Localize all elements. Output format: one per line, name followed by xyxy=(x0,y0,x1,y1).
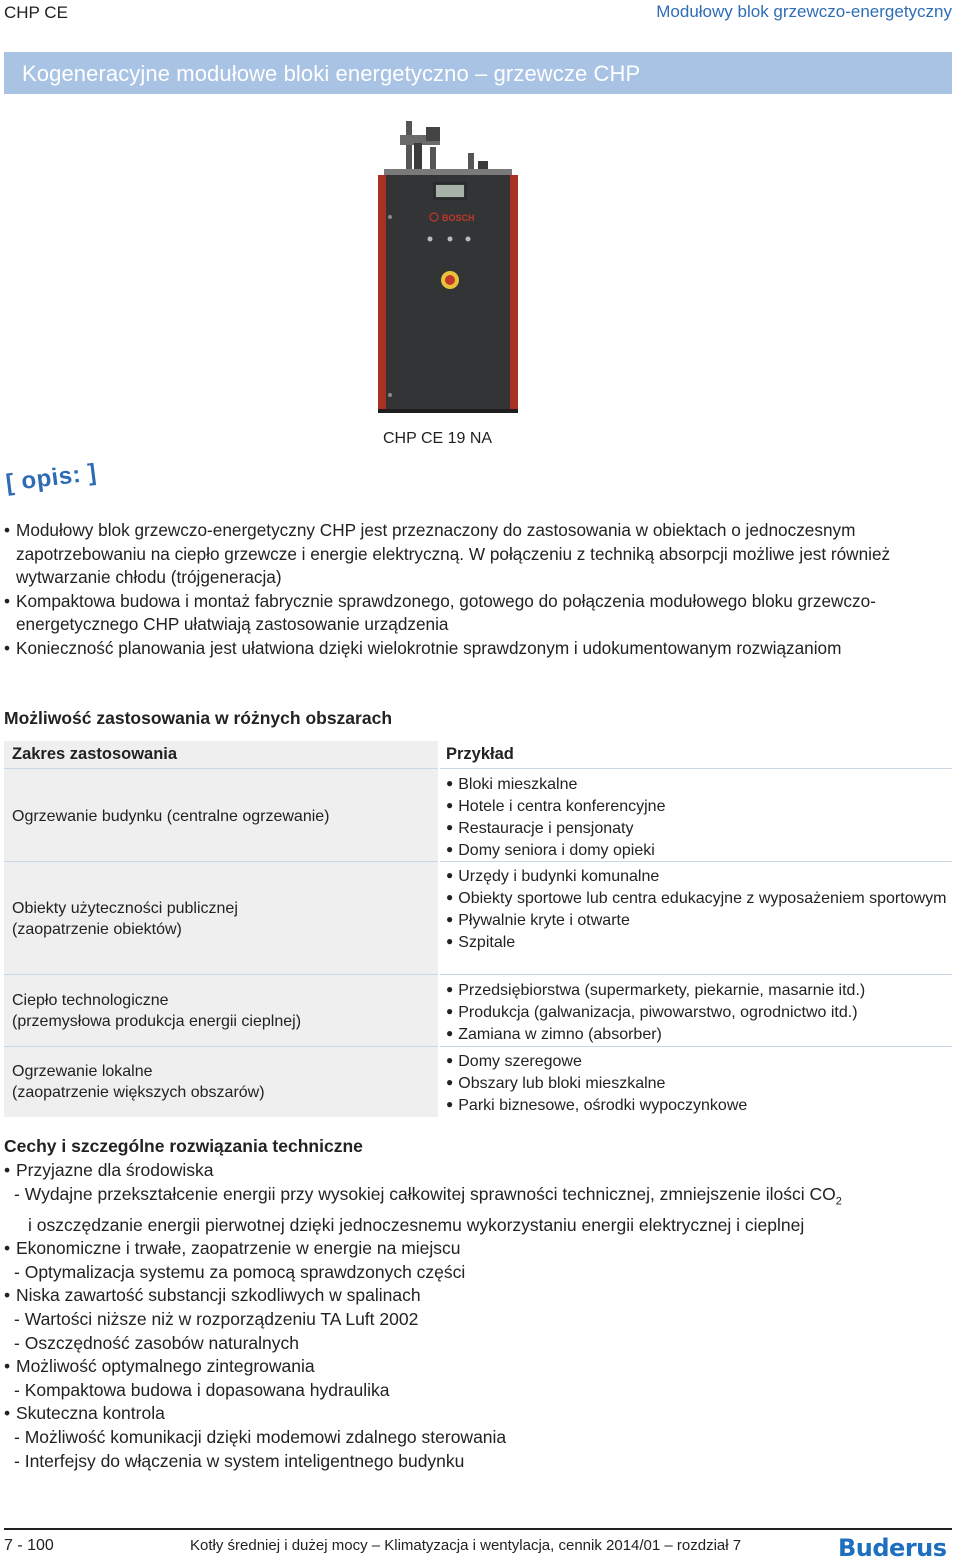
range-line: (zaopatrzenie obiektów) xyxy=(12,921,182,938)
product-caption: CHP CE 19 NA xyxy=(383,430,493,447)
buderus-logo: Buderus xyxy=(838,1534,947,1562)
row-separator xyxy=(4,861,438,862)
features-list xyxy=(4,1159,954,1473)
feature-subitem: - Interfejsy do włączenia w system inteligentnego budynku xyxy=(4,1450,954,1474)
example-item: ● Pływalnie kryte i otwarte xyxy=(446,910,952,932)
applications-title: Możliwość zastosowania w różnych obszarach xyxy=(4,708,393,728)
page-number: 7 - 100 xyxy=(4,1537,54,1554)
row-separator xyxy=(4,974,438,975)
table-row-examples xyxy=(446,774,952,862)
example-item: ● Szpitale xyxy=(446,932,952,954)
row-separator xyxy=(4,768,438,769)
table-header-example: Przykład xyxy=(446,745,514,763)
range-line: (zaopatrzenie większych obszarów) xyxy=(12,1084,265,1101)
table-row-range xyxy=(12,898,238,940)
example-item: ● Obszary lub bloki mieszkalne xyxy=(446,1073,952,1095)
feature-item: • Ekonomiczne i trwałe, zaopatrzenie w energie na miejscu xyxy=(4,1237,954,1261)
description-item: • Konieczność planowania jest ułatwiona dzięki wielokrotnie sprawdzonym i udokumentowanym rozwiązaniom xyxy=(4,637,956,661)
feature-subitem: - Możliwość komunikacji dzięki modemowi zdalnego sterowania xyxy=(4,1426,954,1450)
example-item: ● Restauracje i pensjonaty xyxy=(446,818,952,840)
range-line: Ogrzewanie lokalne xyxy=(12,1063,153,1080)
example-item: ● Domy seniora i domy opieki xyxy=(446,840,952,862)
description-list xyxy=(4,519,956,660)
row-separator xyxy=(440,768,952,769)
example-item: ● Domy szeregowe xyxy=(446,1051,952,1073)
feature-item: • Przyjazne dla środowiska xyxy=(4,1159,954,1183)
feature-subitem-text: Wydajne przekształcenie energii przy wysokiej całkowitej sprawności technicznej, zmniejszenie ilości CO xyxy=(24,1183,836,1204)
table-row-examples xyxy=(446,866,952,954)
range-line: Ciepło technologiczne xyxy=(12,992,169,1009)
example-item: ● Produkcja (galwanizacja, piwowarstwo, ogrodnictwo itd.) xyxy=(446,1002,952,1024)
brand-logo: BOSCH xyxy=(442,213,475,223)
range-line: (przemysłowa produkcja energii cieplnej) xyxy=(12,1013,302,1030)
header-section-label: CHP CE xyxy=(4,3,68,22)
table-row-examples xyxy=(446,1051,952,1117)
description-item: • Kompaktowa budowa i montaż fabrycznie sprawdzonego, gotowego do połączenia modułowego bloku grzewczo-energetycznego CHP ułatwiają zastosowanie urządzenia xyxy=(4,590,956,637)
row-separator xyxy=(4,1046,438,1047)
table-row-range xyxy=(12,1061,265,1103)
example-item: ● Zamiana w zimno (absorber) xyxy=(446,1024,952,1046)
feature-subitem-text: i oszczędzanie energii pierwotnej dzięki jednoczesnemu wykorzystaniu energii elektrycznej i cieplnej xyxy=(28,1214,805,1235)
row-separator xyxy=(440,1046,952,1047)
table-row-range xyxy=(12,990,301,1032)
feature-subitem: - Wartości niższe niż w rozporządzeniu TA Luft 2002 xyxy=(4,1308,954,1332)
footer-divider xyxy=(4,1528,952,1530)
example-item: ● Hotele i centra konferencyjne xyxy=(446,796,952,818)
feature-subitem xyxy=(4,1183,954,1238)
page-title: Kogeneracyjne modułowe bloki energetyczno – grzewcze CHP xyxy=(22,61,641,86)
example-item: ● Parki biznesowe, ośrodki wypoczynkowe xyxy=(446,1095,952,1117)
description-item: • Modułowy blok grzewczo-energetyczny CHP jest przeznaczony do zastosowania w obiektach o jednoczesnym zapotrzebowaniu na ciepło grzewcze i energie elektryczną. W połączeniu z techniką absorpcji możliwe jest również wytwarzanie chłodu (trójgeneracja) xyxy=(4,519,956,590)
table-row-examples xyxy=(446,980,952,1046)
feature-subitem: - Kompaktowa budowa i dopasowana hydraulika xyxy=(4,1379,954,1403)
co2-subscript: 2 xyxy=(835,1195,842,1208)
example-item: ● Urzędy i budynki komunalne xyxy=(446,866,952,888)
opis-label: [ opis: ] xyxy=(4,458,99,497)
example-item: ● Bloki mieszkalne xyxy=(446,774,952,796)
features-title: Cechy i szczególne rozwiązania techniczne xyxy=(4,1136,363,1156)
row-separator xyxy=(440,974,952,975)
table-row-range: Ogrzewanie budynku (centralne ogrzewanie) xyxy=(12,808,330,825)
feature-subitem: - Optymalizacja systemu za pomocą sprawdzonych części xyxy=(4,1261,954,1285)
footer-text: Kotły średniej i dużej mocy – Klimatyzacja i wentylacja, cennik 2014/01 – rozdział 7 xyxy=(190,1537,742,1554)
chp-unit-image xyxy=(370,113,526,416)
feature-item: • Skuteczna kontrola xyxy=(4,1402,954,1426)
example-item: ● Przedsiębiorstwa (supermarkety, piekarnie, masarnie itd.) xyxy=(446,980,952,1002)
feature-subitem: - Oszczędność zasobów naturalnych xyxy=(4,1332,954,1356)
title-bar xyxy=(4,52,952,94)
header-product-label: Modułowy blok grzewczo-energetyczny xyxy=(656,2,952,21)
table-header-range: Zakres zastosowania xyxy=(12,745,178,763)
feature-item: • Możliwość optymalnego zintegrowania xyxy=(4,1355,954,1379)
example-item: ● Obiekty sportowe lub centra edukacyjne z wyposażeniem sportowym xyxy=(446,888,952,910)
feature-item: • Niska zawartość substancji szkodliwych w spalinach xyxy=(4,1284,954,1308)
range-line: Obiekty użyteczności publicznej xyxy=(12,900,238,917)
